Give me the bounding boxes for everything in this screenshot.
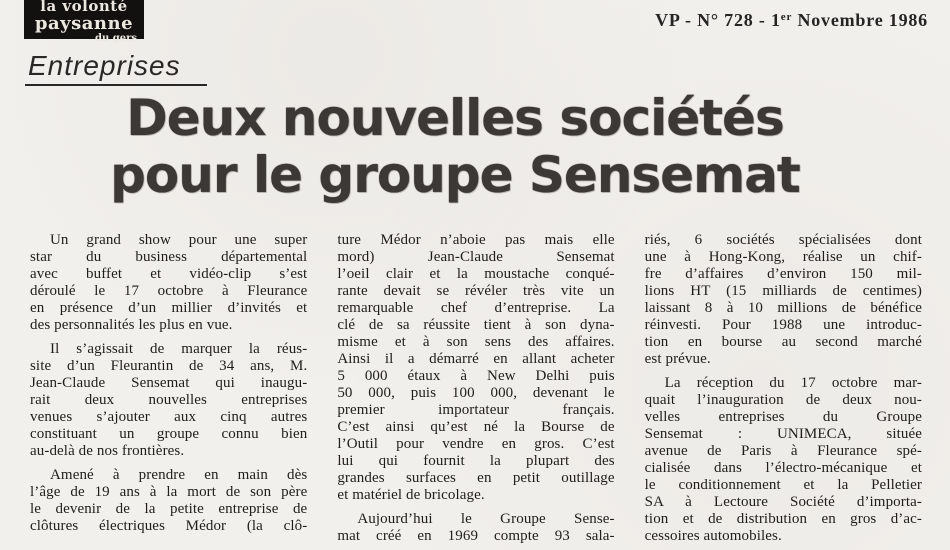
section-label: Entreprises [28, 50, 181, 81]
newspaper-logo [24, 0, 144, 44]
body-line: mat créé en 1969 compte 93 sala- [337, 528, 615, 544]
body-line: au-delà de nos frontières. [30, 443, 185, 459]
headline-line-2: pour le groupe Sensemat [110, 146, 800, 204]
paragraph [30, 341, 307, 460]
issue-date-part1: VP - N° 728 - 1 [655, 10, 781, 30]
body-line: laissant 8 à 10 millions de bénéfice [644, 300, 922, 316]
body-line: velles entreprises du Groupe [644, 409, 922, 425]
body-line: Jean-Claude Sensemat qui inaugu- [30, 375, 308, 391]
body-line: réinvesti. Pour 1988 une introduc- [644, 317, 922, 333]
body-line: lions HT (15 milliards de centimes) [644, 283, 922, 299]
body-line: Il s’agissait de marquer la réus- [50, 341, 308, 357]
body-line: le conditionnement et la Pelletier [644, 477, 922, 493]
body-line: avec buffet et vidéo-clip s’est [30, 266, 308, 282]
body-line: quait l’inauguration de deux nou- [644, 392, 922, 408]
article-column [645, 232, 922, 545]
paragraph [337, 232, 614, 504]
body-line: La réception du 17 octobre mar- [664, 375, 922, 391]
body-line: est prévue. [644, 351, 711, 367]
body-line: clôtures électriques Médor (la clô- [30, 518, 308, 534]
body-line: 50 000, puis 100 000, devenant le [337, 385, 615, 401]
body-line: l’oeil clair et la moustache conqué- [337, 266, 615, 282]
body-line: Ainsi il a démarré en allant acheter [337, 351, 615, 367]
body-line: rait deux nouvelles entreprises [30, 392, 308, 408]
paragraph [337, 511, 614, 545]
body-line: des personnalités les plus en vue. [30, 317, 233, 333]
section-underline [25, 84, 207, 86]
body-line: misme et à son sens des affaires. [337, 334, 615, 350]
body-line: avenue de Paris à Fleurance spé- [644, 443, 922, 459]
body-line: l’âge de 19 ans à la mort de son père [30, 484, 308, 500]
headline-line-1: Deux nouvelles sociétés [126, 89, 784, 147]
issue-date-ordinal: er [780, 11, 793, 23]
body-line: tion et de distribution en gros d’ac- [644, 511, 922, 527]
issue-date-part2: Novembre 1986 [792, 10, 928, 30]
body-line: Sensemat : UNIMECA, située [644, 426, 922, 442]
paragraph [645, 375, 922, 545]
body-line: en présence d’un millier d’invités et [30, 300, 308, 316]
body-line: 5 000 étaux à New Delhi puis [337, 368, 615, 384]
body-line: rante devait se révéler très vite un [337, 283, 615, 299]
body-line: constituant un groupe connu bien [30, 426, 308, 442]
body-line: cialisée dans l’électro-mécanique et [644, 460, 922, 476]
logo-line-1: la volonté [40, 0, 128, 15]
body-line: site d’un Fleurantin de 34 ans, M. [30, 358, 308, 374]
body-line: venues s’ajouter aux cinq autres [30, 409, 308, 425]
body-line: fre d’affaires d’environ 150 mil- [644, 266, 922, 282]
article-column [337, 232, 614, 545]
body-line: tion en bourse au second marché [644, 334, 922, 350]
body-line: Amené à prendre en main dès [50, 467, 308, 483]
article-body [30, 232, 922, 545]
body-line: le devenir de la petite entreprise de [30, 501, 308, 517]
article-headline [0, 90, 910, 204]
logo-line-2: paysanne [34, 13, 134, 34]
body-line: SA à Lectoure Société d’importa- [644, 494, 922, 510]
body-line: C’est ainsi qu’est né la Bourse de [337, 419, 615, 435]
body-line: remarquable chef d’entreprise. La [337, 300, 615, 316]
body-line: lui qui fournit la plupart des [337, 453, 615, 469]
body-line: Aujourd’hui le Groupe Sense- [357, 511, 615, 527]
body-line: mord) Jean-Claude Sensemat [337, 249, 615, 265]
body-line: Un grand show pour une super [50, 232, 308, 248]
body-line: et matériel de bricolage. [337, 487, 485, 503]
body-line: clé de sa réussite tient à son dyna- [337, 317, 615, 333]
body-line: premier importateur français. [337, 402, 615, 418]
paragraph [30, 467, 307, 535]
body-line: cessoires automobiles. [644, 528, 782, 544]
logo-line-3: du gers [95, 33, 137, 44]
body-line: l’Outil pour vendre en gros. C’est [337, 436, 615, 452]
paragraph [30, 232, 307, 334]
body-line: ture Médor n’aboie pas mais elle [337, 232, 615, 248]
article-column [30, 232, 307, 545]
body-line: déroulé le 17 octobre à Fleurance [30, 283, 308, 299]
body-line: riés, 6 sociétés spécialisées dont [644, 232, 922, 248]
body-line: une à Hong-Kong, réalise un chif- [644, 249, 922, 265]
paragraph [645, 232, 922, 368]
issue-date-line [655, 10, 928, 31]
body-line: grandes surfaces en petit outillage [337, 470, 615, 486]
body-line: star du business départemental [30, 249, 308, 265]
